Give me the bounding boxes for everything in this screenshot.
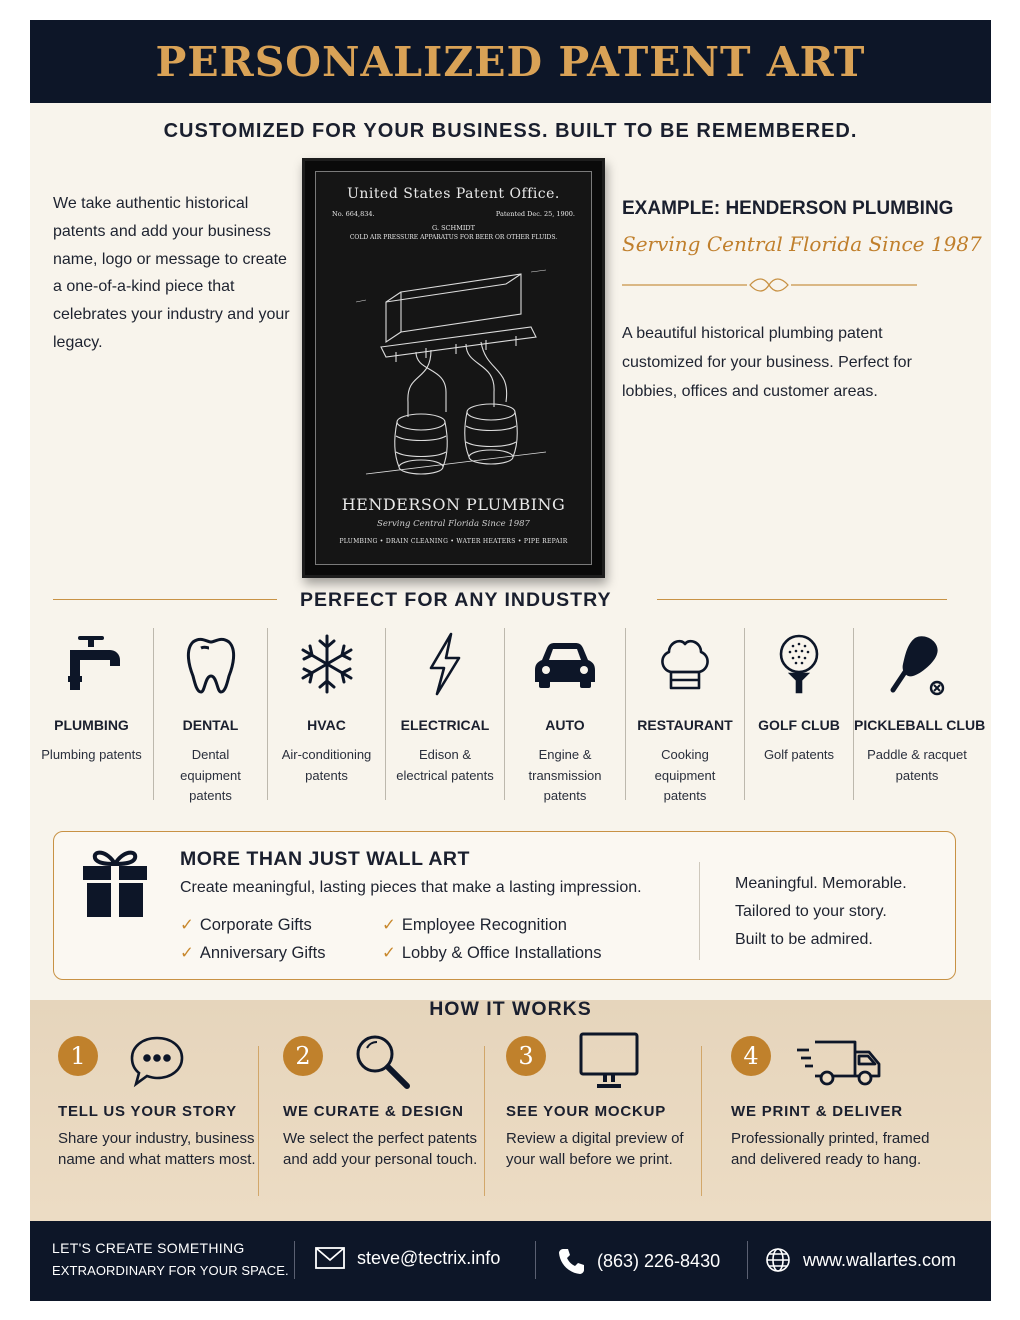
faucet-icon [60, 632, 124, 696]
intro-text: We take authentic historical patents and add your business name, logo or message to create a one-of-a-kind piece that celebrates your industry and your legacy. [53, 195, 290, 351]
gift-subtitle: Create meaningful, lasting pieces that make a lasting impression. [180, 879, 642, 896]
gift-tagline-line: Tailored to your story. [735, 903, 887, 920]
snowflake-icon [295, 632, 359, 696]
gift-tagline-line: Built to be admired. [735, 931, 873, 948]
footer-website[interactable] [765, 1247, 956, 1273]
industries-title: PERFECT FOR ANY INDUSTRY [300, 589, 612, 611]
footer-email[interactable] [315, 1247, 500, 1269]
industry-pickleball [854, 624, 986, 809]
example-description: A beautiful historical plumbing patent customized for your business. Perfect for lobbies, offices and customer areas. [622, 325, 912, 400]
step-1 [58, 1036, 258, 1206]
ornament-divider [622, 275, 917, 295]
industry-dental [154, 624, 267, 809]
globe-icon [765, 1247, 791, 1273]
footer-divider [294, 1241, 295, 1279]
step-title: SEE YOUR MOCKUP [506, 1103, 667, 1120]
footer-divider [535, 1241, 536, 1279]
section-rule-left [53, 599, 277, 600]
step-number: 2 [283, 1036, 323, 1076]
check-icon: ✓ [382, 944, 396, 962]
gift-panel [53, 831, 956, 980]
chat-bubble-icon [126, 1030, 188, 1092]
step-4 [731, 1036, 931, 1206]
industry-name: AUTO [545, 717, 585, 733]
industry-desc: Plumbing patents [41, 747, 142, 762]
industry-desc: Edison & electrical patents [396, 747, 494, 783]
industry-name: PLUMBING [54, 717, 129, 733]
phone-icon [557, 1247, 585, 1275]
poster-patent-date: Patented Dec. 25, 1900. [495, 210, 575, 218]
poster-office: United States Patent Office. [347, 186, 560, 202]
chef-hat-icon [653, 632, 717, 696]
industry-desc: Golf patents [763, 747, 835, 762]
gift-item [382, 943, 601, 963]
footer-cta-line-1: LET'S CREATE SOMETHING [52, 1240, 245, 1256]
patent-drawing [346, 252, 566, 482]
industry-name: DENTAL [182, 717, 239, 733]
gift-icon [81, 846, 149, 918]
poster-company-name: HENDERSON PLUMBING [341, 495, 566, 514]
industry-desc: Dental equipment patents [180, 747, 241, 803]
check-icon: ✓ [180, 944, 194, 962]
poster-services: PLUMBING • DRAIN CLEANING • WATER HEATERS • PIPE REPAIR [339, 538, 568, 545]
step-number: 3 [506, 1036, 546, 1076]
industry-desc: Engine & transmission patents [528, 747, 602, 803]
industry-desc: Cooking equipment patents [654, 747, 716, 803]
footer-cta-line-2: EXTRAORDINARY FOR YOUR SPACE. [52, 1263, 289, 1278]
industry-name: GOLF CLUB [758, 717, 840, 733]
example-tagline: Serving Central Florida Since 1987 [622, 232, 982, 256]
envelope-icon [315, 1247, 345, 1269]
industry-list [30, 624, 991, 809]
gift-item-label: Employee Recognition [401, 916, 567, 934]
pickleball-paddle-icon [885, 632, 949, 696]
step-title: TELL US YOUR STORY [58, 1103, 237, 1120]
car-icon [533, 632, 597, 696]
magnifier-icon [351, 1030, 413, 1092]
poster-description: COLD AIR PRESSURE APPARATUS FOR BEER OR OTHER FLUIDS. [349, 234, 558, 241]
poster-inventor: G. SCHMIDT [432, 224, 475, 232]
industry-auto [505, 624, 625, 809]
gift-title: MORE THAN JUST WALL ART [180, 848, 470, 870]
industry-desc: Air-conditioning patents [281, 747, 372, 783]
industry-restaurant [626, 624, 744, 809]
website-link[interactable]: www.wallartes.com [803, 1249, 957, 1270]
header-banner [30, 20, 991, 103]
gift-tagline [735, 870, 945, 954]
step-separator [258, 1046, 259, 1196]
step-2 [283, 1036, 483, 1206]
gift-item-label: Corporate Gifts [199, 916, 312, 934]
industry-plumbing [30, 624, 153, 809]
example-title: EXAMPLE: HENDERSON PLUMBING [622, 198, 954, 219]
email-link[interactable]: steve@tectrix.info [357, 1247, 501, 1268]
industry-electrical [386, 624, 504, 809]
industry-hvac [268, 624, 385, 809]
footer-bar [30, 1221, 991, 1301]
gift-item [382, 915, 567, 935]
industry-name: RESTAURANT [637, 717, 733, 733]
section-rule-right [657, 599, 947, 600]
step-desc: We select the perfect patents and add your personal touch. [283, 1130, 478, 1168]
industry-name: HVAC [307, 717, 346, 733]
delivery-truck-icon [795, 1030, 883, 1092]
patent-poster-frame [302, 158, 605, 578]
monitor-icon [578, 1030, 640, 1092]
page-subtitle: CUSTOMIZED FOR YOUR BUSINESS. BUILT TO BE REMEMBERED. [163, 120, 858, 142]
step-number: 1 [58, 1036, 98, 1076]
footer-divider [747, 1241, 748, 1279]
check-icon: ✓ [382, 916, 396, 934]
gift-tagline-line: Meaningful. Memorable. [735, 875, 907, 892]
step-desc: Professionally printed, framed and delivered ready to hang. [731, 1130, 930, 1168]
step-desc: Share your industry, business name and what matters most. [58, 1130, 256, 1168]
golf-ball-icon [767, 632, 831, 696]
step-title: WE PRINT & DELIVER [731, 1103, 903, 1120]
page-title: PERSONALIZED PATENT ART [155, 37, 866, 86]
check-icon: ✓ [180, 916, 194, 934]
patent-poster [315, 171, 592, 565]
industry-name: PICKLEBALL CLUB [854, 717, 986, 733]
industry-name: ELECTRICAL [400, 717, 490, 733]
gift-item [180, 915, 312, 935]
poster-patent-number: No. 664,834. [332, 210, 375, 218]
step-separator [484, 1046, 485, 1196]
gift-item [180, 943, 325, 963]
poster-tagline: Serving Central Florida Since 1987 [377, 519, 530, 529]
gift-divider [699, 862, 700, 960]
footer-phone[interactable] [557, 1247, 720, 1275]
step-3 [506, 1036, 706, 1206]
step-number: 4 [731, 1036, 771, 1076]
industry-desc: Paddle & racquet patents [867, 747, 967, 783]
how-it-works-title: HOW IT WORKS [429, 998, 592, 1020]
gift-item-label: Lobby & Office Installations [401, 944, 602, 962]
gift-item-label: Anniversary Gifts [199, 944, 326, 962]
flyer-page [30, 20, 991, 1301]
step-desc: Review a digital preview of your wall before we print. [506, 1130, 684, 1168]
step-title: WE CURATE & DESIGN [283, 1103, 464, 1120]
phone-number[interactable]: (863) 226-8430 [597, 1250, 721, 1271]
lightning-icon [413, 632, 477, 696]
industry-golf [745, 624, 853, 809]
tooth-icon [179, 632, 243, 696]
